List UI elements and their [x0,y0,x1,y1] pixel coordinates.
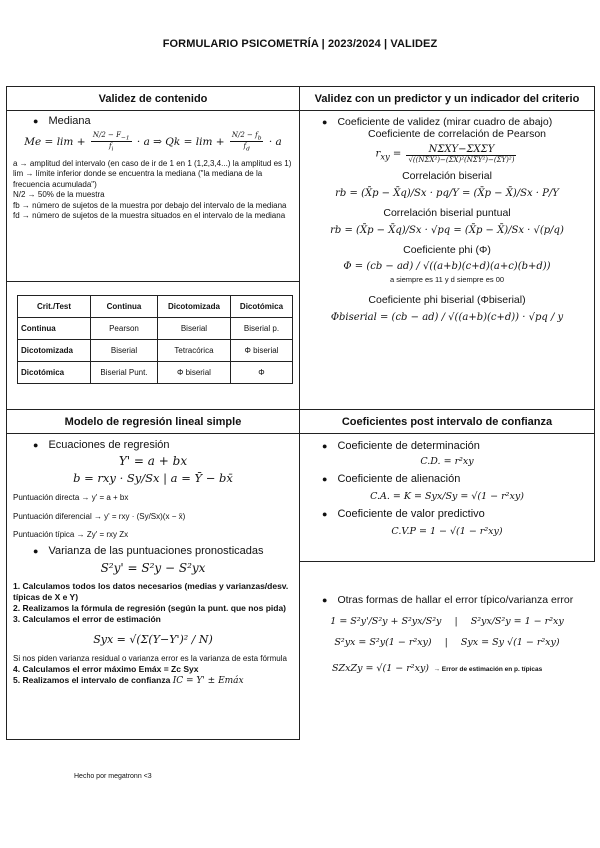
other-forms-row3: SZxZy = √(1 − r²xy) → Error de estimación en p. típicas [332,663,543,674]
table-header-cell: Dicotómica [230,296,292,318]
table-header-cell: Continua [91,296,158,318]
median-formula: Me = lim + $\frac{N/2 - F_{-1}}{f_i}$ · a ⇒ Qk = lim + $\frac{N/2 - f_b}{f_d}$ · a [24,131,282,153]
predictive-formula: C.V.P = 1 − √(1 − r²xy) [391,526,503,537]
table-cell: Pearson [91,318,158,340]
median-bullet: ● Mediana [33,115,91,127]
table-cell: Φ [230,362,292,384]
phi-note: a siempre es 11 y d siempre es 00 [389,275,505,284]
other-forms-section [302,594,592,676]
phi-biserial-formula: Φbiserial = (cb − ad) / √((a+b)(c+d)) · √pq / y [330,312,564,323]
predictive-bullet: ● Coeficiente de valor predictivo [322,508,485,520]
step-1: 1. Calculamos todos los datos necesarios (medias y varianzas/desv. típicas de X e Y) [13,580,289,602]
pearson-formula: $r_{xy}$ = $\frac{\text{NΣXY−ΣXΣY}}{\text{√((NΣX²)−(ΣX)²(NΣY²)−(ΣY)²)}}$ [375,144,515,164]
regression-eq2: b = rxy · Sy/Sx | a = Ȳ − bx̄ [73,471,233,485]
differential-score: Puntuación diferencial → y' = rxy · (Sy/Sx)(x − x̄) [13,511,186,521]
validity-bullet: ● Coeficiente de validez (mirar cuadro de abajo) [322,116,553,128]
biserial-title: Correlación biserial [402,170,492,182]
table-row [18,362,293,384]
phi-title: Coeficiente phi (Φ) [403,244,491,256]
median-note-a: a → amplitud del intervalo (en caso de ir de 1 en 1 (1,2,3,4...) la amplitud es 1) [13,158,292,168]
post-interval-panel [299,409,595,562]
variance-bullet: ● Varianza de las puntuaciones pronosticadas [33,544,264,557]
table-cell: Dicotómica [18,362,91,384]
table-cell: Tetracórica [157,340,230,362]
determination-bullet: ● Coeficiente de determinación [322,440,480,452]
other-forms-row2: S²yx = S²y(1 − r²xy) | Syx = Sy √(1 − r²xy) [334,637,560,648]
table-cell: Biserial Punt. [91,362,158,384]
phi-formula: Φ = (cb − ad) / √((a+b)(c+d)(a+c)(b+d)) [343,261,551,272]
median-note-fb: fb → número de sujetos de la muestra por debajo del intervalo de la mediana [13,200,287,210]
median-note-fd: fd → número de sujetos de la muestra situados en el intervalo de la mediana [13,211,286,221]
phi-biserial-title: Coeficiente phi biserial (Φbiserial) [368,294,526,306]
table-cell: Φ biserial [230,340,292,362]
predictor-header: Validez con un predictor y un indicador del criterio [300,87,594,111]
alienation-bullet: ● Coeficiente de alienación [322,473,461,485]
step-3: 3. Calculamos el error de estimación [13,613,161,624]
residual-note: Si nos piden varianza residual o varianza error es la varianza de esta fórmula [13,653,287,663]
formula-sheet [6,86,595,740]
biserial-formula: rb = (X̄p − X̄q)/Sx · pq/Y = (X̄p − X̄)/Sx · P/Y [335,188,559,199]
table-cell: Dicotomizada [18,340,91,362]
footer-credit: Hecho por megatronn <3 [74,773,152,780]
step-2: 2. Realizamos la fórmula de regresión (según la punt. que nos pida) [13,602,286,613]
predictor-panel [299,86,595,410]
table-row [18,318,293,340]
content-validity-header: Validez de contenido [7,87,299,111]
post-interval-header: Coeficientes post intervalo de confianza [300,410,594,434]
variance-eq: S²y' = S²y − S²yx [100,560,206,575]
other-forms-row1: 1 = S²y'/S²y + S²yx/S²y | S²yx/S²y = 1 − r²xy [330,616,564,627]
table-header-cell: Crit./Test [18,296,91,318]
criterion-table-panel [6,281,300,410]
regression-header: Modelo de regresión lineal simple [7,410,299,434]
table-header-cell: Dicotomizada [157,296,230,318]
table-cell: Biserial [157,318,230,340]
content-validity-panel [6,86,300,282]
page-title: FORMULARIO PSICOMETRÍA | 2023/2024 | VALIDEZ [162,38,438,50]
table-cell: Biserial p. [230,318,292,340]
other-forms-bullet: ● Otras formas de hallar el error típico/varianza error [322,594,574,606]
table-cell: Continua [18,318,91,340]
pearson-title: Coeficiente de correlación de Pearson [367,128,547,140]
table-cell: Φ biserial [157,362,230,384]
point-biserial-title: Correlación biserial puntual [383,207,511,219]
error-eq: Syx = √(Σ(Y−Y')² / N) [93,632,213,646]
table-row [18,296,293,318]
direct-score: Puntuación directa → y' = a + bx [13,493,129,502]
table-cell: Biserial [91,340,158,362]
typical-score: Puntuación típica → Zy' = rxy Zx [13,530,129,539]
regression-eq1: Y' = a + bx [118,454,188,468]
step-4: 4. Calculamos el error máximo Emáx = Zc Syx [13,664,199,674]
alienation-formula: C.A. = K = Syx/Sy = √(1 − r²xy) [370,491,524,502]
median-note-lim: lim → límite inferior donde se encuentra la mediana ("la mediana de la frecuencia acumulada") [13,169,263,189]
median-note-n2: N/2 → 50% de la muestra [13,190,105,200]
table-row [18,340,293,362]
step-5: 5. Realizamos el intervalo de confianza IC = Y' ± Emáx [13,675,244,686]
point-biserial-formula: rb = (X̄p − X̄q)/Sx · √pq = (X̄p − X̄)/Sx · √(p/q) [330,225,564,236]
criterion-table [17,295,293,384]
determination-formula: C.D. = r²xy [420,456,474,467]
regression-bullet: ● Ecuaciones de regresión [33,439,170,451]
regression-panel [6,409,300,740]
